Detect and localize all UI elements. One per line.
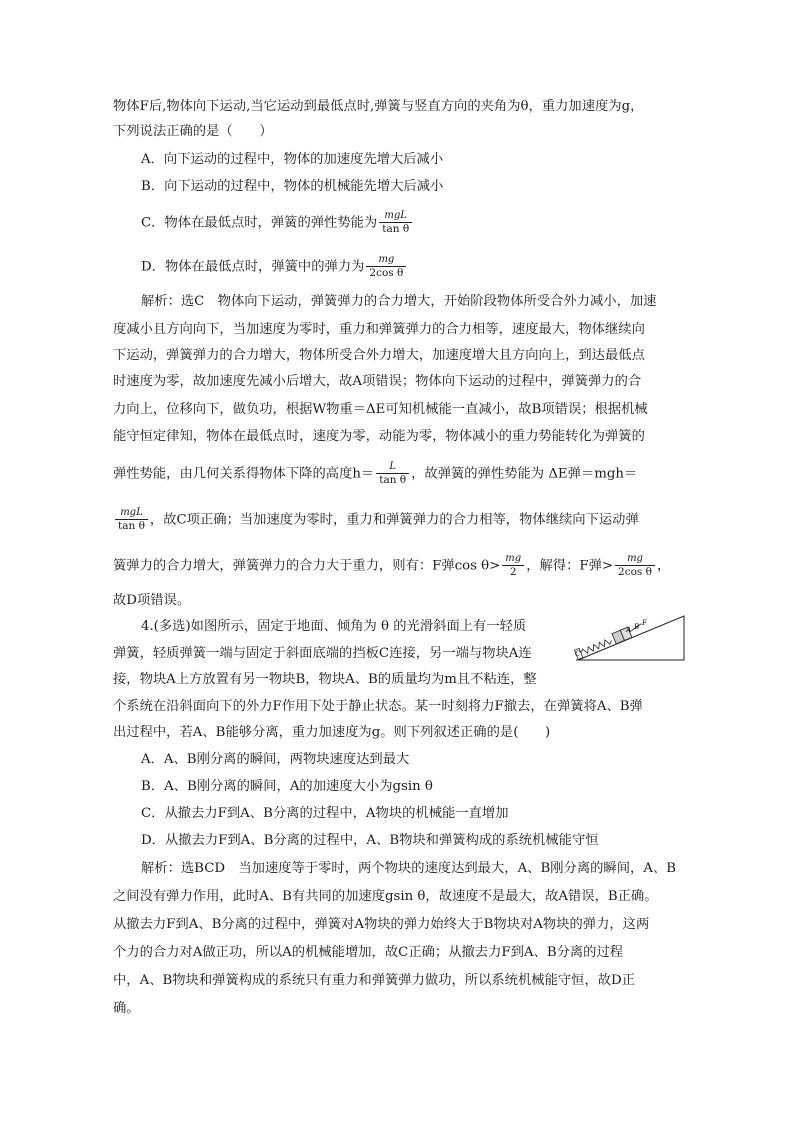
sol3-line-1: 解析：选C 物体向下运动，弹簧弹力的合力增大，开始阶段物体所受合外力减小，加速 bbox=[141, 294, 657, 309]
q4-option-d: D．从撤去力F到A、B分离的过程中，A、B物块和弹簧构成的系统机械能守恒 bbox=[141, 833, 599, 848]
sol3-line-9-text-b: ，解得：F弹> bbox=[526, 558, 614, 574]
q4-stem-line-5: 出过程中，若A、B能够分离，重力加速度为g。则下列叙述正确的是( ) bbox=[113, 725, 551, 740]
sol3-line-5: 力向上，位移向下，做负功，根据W物重＝ΔE可知机械能一直减小，故B项错误；根据机械 bbox=[113, 402, 648, 417]
sol3-line-2: 度减小且方向向下，当加速度为零时，重力和弹簧弹力的合力相等，速度最大，物体继续向 bbox=[113, 322, 645, 337]
sol3-line-9-text-a: 簧弹力的合力增大，弹簧弹力的合力大于重力，则有：F弹cos θ> bbox=[113, 558, 501, 574]
q4-stem-line-3: 接，物块A上方放置有另一物块B，物块A、B的质量均为m且不粘连，整 bbox=[113, 672, 537, 687]
sol3-line-7-text-a: 弹性势能，由几何关系得物体下降的高度h＝ bbox=[113, 466, 375, 482]
q3-stem-line-2: 下列说法正确的是（ ） bbox=[113, 124, 273, 139]
q3-option-c-text: C．物体在最低点时，弹簧的弹性势能为 bbox=[141, 215, 378, 231]
sol4-line-1: 解析：选BCD 当加速度等于零时，两个物块的速度达到最大，A、B刚分离的瞬间，A、B bbox=[141, 861, 676, 876]
label-c: C bbox=[575, 650, 581, 658]
sol3-line-4: 时速度为零，故加速度先减小后增大，故A项错误；物体向下运动的过程中，弹簧弹力的合 bbox=[113, 374, 642, 389]
sol3-energy-fraction bbox=[115, 507, 148, 533]
fraction-denominator: 2cos θ bbox=[366, 266, 406, 280]
sol4-line-3: 从撤去力F到A、B分离的过程中，弹簧对A物块的弹力始终大于B物块对A物块的弹力，这两 bbox=[113, 917, 650, 932]
q4-option-a: A．A、B刚分离的瞬间，两物块速度达到最大 bbox=[141, 752, 410, 767]
fraction-denominator: 2 bbox=[502, 565, 524, 579]
incline-spring-figure bbox=[572, 610, 688, 666]
sol4-line-2: 之间没有弹力作用，此时A、B有共同的加速度gsin θ，故速度不是最大，故A错误，B正确。 bbox=[113, 889, 658, 904]
q3-option-d-fraction bbox=[366, 254, 406, 280]
sol3-line-9 bbox=[113, 553, 683, 579]
fraction-denominator: tan θ bbox=[115, 519, 148, 533]
q3-option-c bbox=[141, 210, 711, 236]
sol3-line-9-text-c: ， bbox=[656, 558, 671, 574]
q3-stem-line-1: 物体F后,物体向下运动,当它运动到最低点时,弹簧与竖直方向的夹角为θ，重力加速度为g， bbox=[113, 99, 644, 114]
label-a: A bbox=[626, 626, 632, 634]
q4-stem-line-2: 弹簧，轻质弹簧一端与固定于斜面底端的挡板C连接，另一端与物块A连 bbox=[113, 646, 532, 661]
sol4-line-5: 中，A、B物块和弹簧构成的系统只有重力和弹簧弹力做功，所以系统机械能守恒，故D正 bbox=[113, 973, 636, 988]
sol3-height-fraction bbox=[376, 461, 409, 487]
fraction-numerator: mg bbox=[505, 553, 522, 564]
fraction-denominator: 2cos θ bbox=[615, 565, 655, 579]
sol3-line-7-text-b: ，故弹簧的弹性势能为 ΔE弹＝mgh＝ bbox=[411, 466, 638, 482]
sol4-line-6: 确。 bbox=[113, 1001, 140, 1016]
q4-stem-line-1: 4.(多选)如图所示，固定于地面、倾角为 θ 的光滑斜面上有一轻质 bbox=[141, 619, 527, 634]
sol3-mg-half-fraction bbox=[502, 553, 524, 579]
sol3-line-6: 能守恒定律知，物体在最低点时，速度为零，动能为零，物体减小的重力势能转化为弹簧的 bbox=[113, 429, 645, 444]
sol3-force-fraction bbox=[615, 553, 655, 579]
fraction-numerator: mgL bbox=[384, 210, 407, 221]
label-f: F bbox=[642, 619, 647, 627]
fraction-denominator: tan θ bbox=[376, 473, 409, 487]
q3-option-d-text: D．物体在最低点时，弹簧中的弹力为 bbox=[141, 259, 365, 275]
fraction-numerator: mg bbox=[627, 553, 643, 564]
q3-option-d bbox=[141, 254, 711, 280]
fraction-numerator: L bbox=[389, 461, 396, 472]
q3-option-b: B．向下运动的过程中，物体的机械能先增大后减小 bbox=[141, 179, 444, 194]
sol3-line-10: 故D项错误。 bbox=[113, 593, 191, 608]
q3-option-a: A．向下运动的过程中，物体的加速度先增大后减小 bbox=[141, 152, 444, 167]
sol3-line-7 bbox=[113, 461, 683, 487]
sol4-line-4: 个力的合力对A做正功，所以A的机械能增加，故C正确；从撤去力F到A、B分离的过程 bbox=[113, 945, 624, 960]
label-b: B bbox=[634, 623, 640, 631]
q3-option-c-fraction bbox=[379, 210, 412, 236]
spring-shape bbox=[580, 638, 613, 656]
q4-option-b: B．A、B刚分离的瞬间，A的加速度大小为gsin θ bbox=[141, 779, 433, 794]
fraction-numerator: mg bbox=[378, 254, 395, 265]
q4-stem-line-4: 个系统在沿斜面向下的外力F作用下处于静止状态。某一时刻将力F撤去，在弹簧将A、B弹 bbox=[113, 699, 643, 714]
fraction-denominator: tan θ bbox=[379, 222, 412, 236]
q4-option-c: C．从撤去力F到A、B分离的过程中，A物块的机械能一直增加 bbox=[141, 806, 509, 821]
sol3-line-8-text: ，故C项正确；当加速度为零时，重力和弹簧弹力的合力相等，物体继续向下运动弹 bbox=[149, 512, 639, 528]
sol3-line-8 bbox=[113, 507, 683, 533]
fraction-numerator: mgL bbox=[120, 507, 143, 518]
sol3-line-3: 下运动，弹簧弹力的合力增大，物体所受合外力增大，加速度增大且方向向上，到达最低点 bbox=[113, 348, 645, 363]
